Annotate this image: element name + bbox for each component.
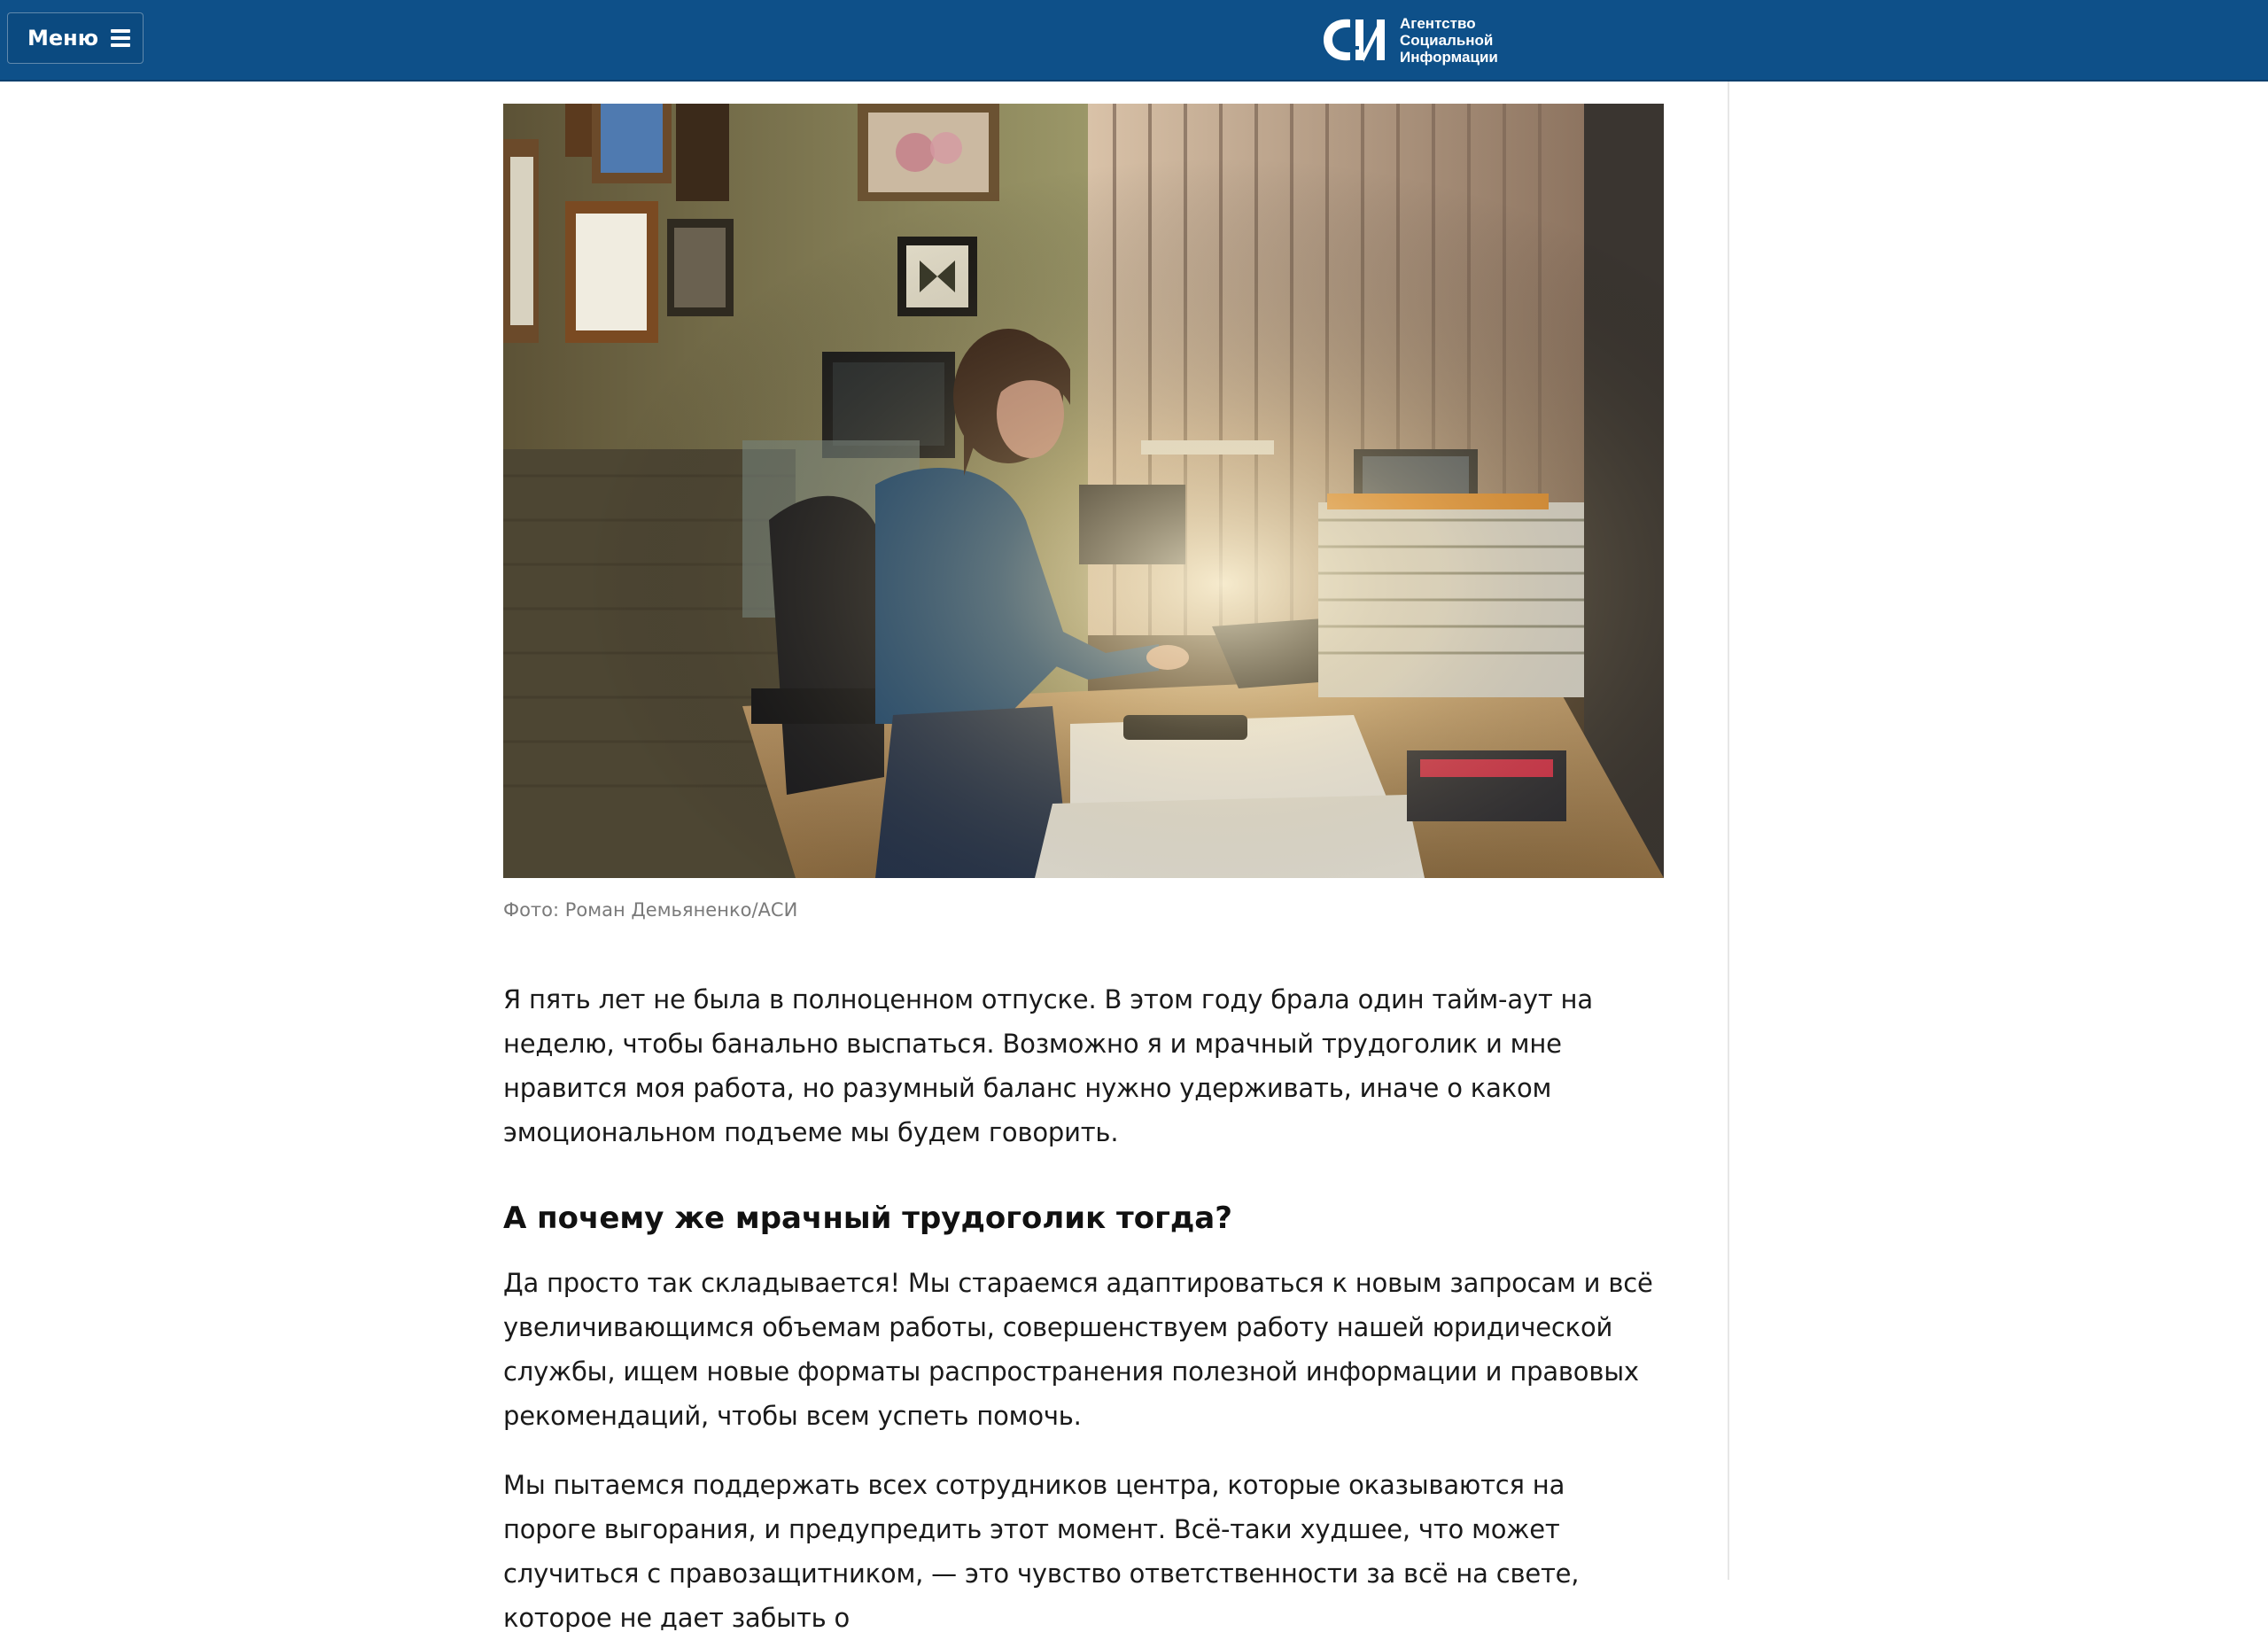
logo-line-2: Социальной xyxy=(1400,31,1494,49)
asi-logo-icon xyxy=(1320,14,1387,66)
office-photo-illustration xyxy=(503,104,1664,878)
top-navigation-bar xyxy=(0,0,2268,82)
photo-caption: Фото: Роман Демьяненко/АСИ xyxy=(503,899,798,921)
logo-text xyxy=(1400,15,1498,66)
sidebar-divider xyxy=(1728,82,1729,1580)
menu-button-label: Меню xyxy=(27,26,99,51)
logo-line-1: Агентство xyxy=(1400,14,1476,32)
menu-button[interactable] xyxy=(7,12,144,64)
article-photo xyxy=(503,104,1664,878)
article-body xyxy=(503,104,1664,1640)
article-paragraph-2: Да просто так складывается! Мы стараемся адаптироваться к новым запросам и всё увеличивающимся объемам работы, совершенствуем работу нашей юридической службы, ищем новые форматы распространения полезной информации и правовых рекомендаций, чтобы всем успеть помочь. xyxy=(503,1268,1653,1431)
site-logo[interactable] xyxy=(1320,12,1498,67)
article-paragraph-1: Я пять лет не была в полноценном отпуске. В этом году брала один тайм-аут на неделю, чтобы банально выспаться. Возможно я и мрачный трудоголик и мне нравится моя работа, но разумный баланс нужно удерживать, иначе о каком эмоциональном подъеме мы будем говорить. xyxy=(503,984,1593,1147)
hamburger-icon xyxy=(111,29,130,47)
logo-line-3: Информации xyxy=(1400,48,1498,66)
article-paragraph-3: Мы пытаемся поддержать всех сотрудников центра, которые оказываются на пороге выгорания, и предупредить этот момент. Всё-таки худшее, что может случиться с правозащитником, — это чувство ответственности за всё на свете, которое не дает забыть о xyxy=(503,1470,1580,1633)
article-subheading: А почему же мрачный трудоголик тогда? xyxy=(503,1201,1232,1236)
